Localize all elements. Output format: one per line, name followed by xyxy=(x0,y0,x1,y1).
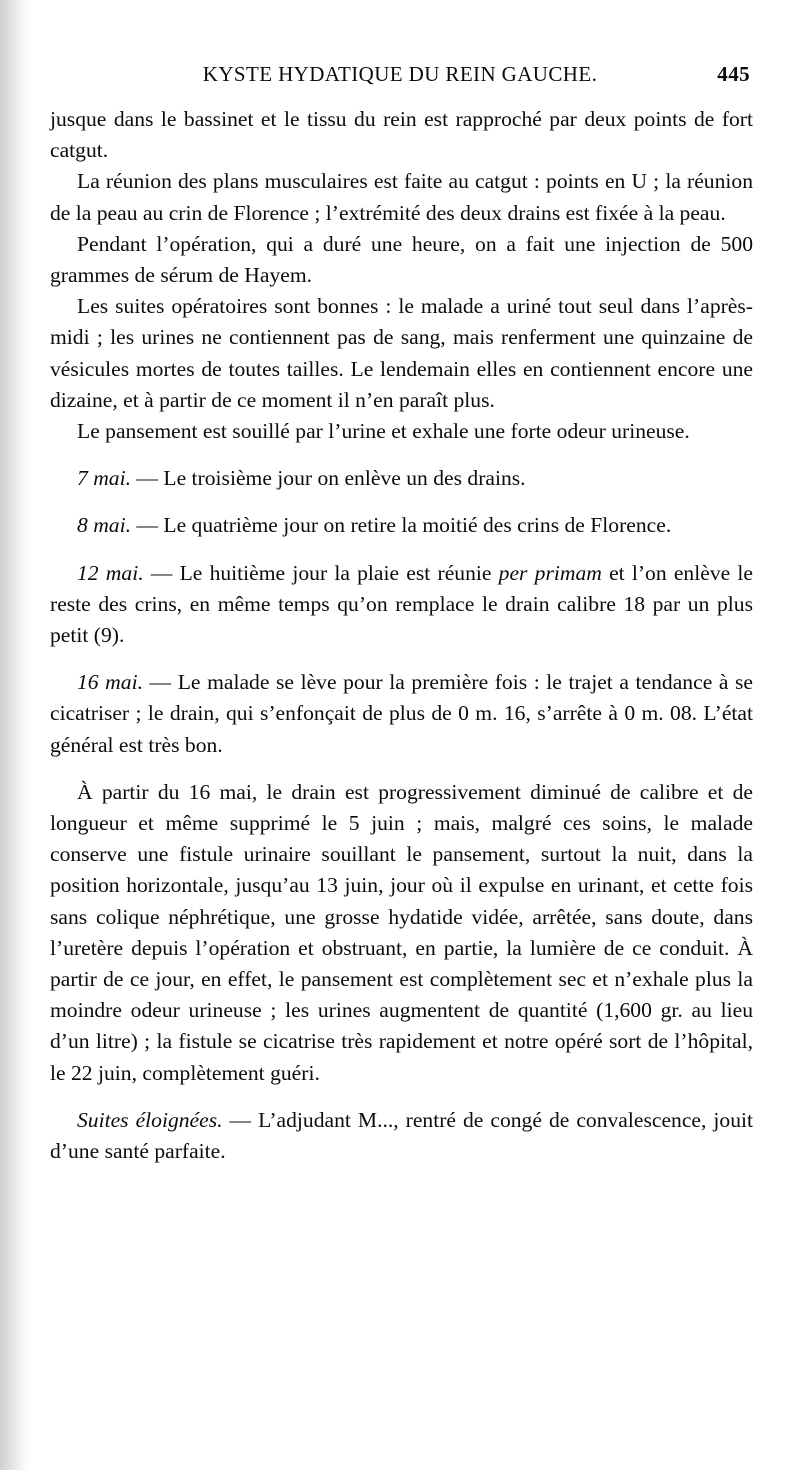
paragraph-continuation: jusque dans le bassinet et le tissu du rein est rapproché par deux points de fort catgut. xyxy=(50,107,753,163)
entry-text-continued: et l’on enlève le reste des crins, en même temps qu’on remplace le drain calibre 18 par un plus petit (9). xyxy=(50,560,753,648)
page-number: 445 xyxy=(717,62,750,86)
entry-12-mai xyxy=(50,558,753,652)
paragraph-dressing: Le pansement est souillé par l’urine et exhale une forte odeur urineuse. xyxy=(77,419,690,444)
entry-date: 8 mai. xyxy=(77,513,131,538)
entry-16-mai xyxy=(50,667,753,761)
paragraph-suture: La réunion des plans musculaires est faite au catgut : points en U ; la réunion de la peau au crin de Florence ; l’extrémité des deux drains est fixée à la peau. xyxy=(50,169,753,225)
entry-date: 7 mai. xyxy=(77,466,131,491)
entry-date: 12 mai. xyxy=(77,560,144,585)
entry-8-mai xyxy=(50,510,753,541)
page-header xyxy=(50,62,750,96)
entry-suites-eloignees xyxy=(50,1105,753,1167)
paragraph-fistula: À partir du 16 mai, le drain est progressivement diminué de calibre et de longueur et même supprimé le 5 juin ; mais, malgré ces soins, le malade conserve une fistule urinaire souillant le pansement, surtout la nuit, dans la position horizontale, jusqu’au 13 juin, jour où il expulse en urinant, et cette fois sans colique néphrétique, une grosse hydatide vidée, arrêtée, sans doute, dans l’uretère depuis l’opération et obstruant, en partie, la lumière de ce conduit. À partir de ce jour, en effet, le pansement est complètement sec et n’exhale plus la moindre odeur urineuse ; les urines augmentent de quantité (1,600 gr. au lieu d’un litre) ; la fistule se cicatrise très rapidement et notre opéré sort de l’hôpital, le 22 juin, complètement guéri. xyxy=(50,779,753,1085)
entry-text: — Le troisième jour on enlève un des drains. xyxy=(130,466,526,491)
entry-date: 16 mai. xyxy=(77,670,143,695)
entry-label: Suites éloignées. xyxy=(77,1107,223,1132)
latin-phrase: per primam xyxy=(498,560,602,585)
entry-text: — Le quatrième jour on retire la moitié des crins de Florence. xyxy=(130,513,672,538)
entry-text: — Le malade se lève pour la première fois : le trajet a tendance à se cicatriser ; le drain, qui s’enfonçait de plus de 0 m. 16, s’arrête à 0 m. 08. L’état général est très bon. xyxy=(50,670,754,757)
entry-text: — Le huitième jour la plaie est réunie xyxy=(143,560,499,585)
entry-7-mai xyxy=(50,463,753,494)
body-text xyxy=(50,104,753,1167)
running-title: KYSTE HYDATIQUE DU REIN GAUCHE. xyxy=(202,62,598,86)
paragraph-injection: Pendant l’opération, qui a duré une heure, on a fait une injection de 500 grammes de sérum de Hayem. xyxy=(50,231,753,288)
paragraph-postoperative: Les suites opératoires sont bonnes : le malade a uriné tout seul dans l’après-midi ; les urines ne contiennent pas de sang, mais renferment une quinzaine de vésicules mortes de toutes tailles. Le lendemain elles en contiennent encore une dizaine, et à partir de ce moment il n’en paraît plus. xyxy=(50,294,753,412)
entry-text: — L’adjudant M..., rentré de congé de convalescence, jouit d’une santé parfaite. xyxy=(50,1107,753,1164)
